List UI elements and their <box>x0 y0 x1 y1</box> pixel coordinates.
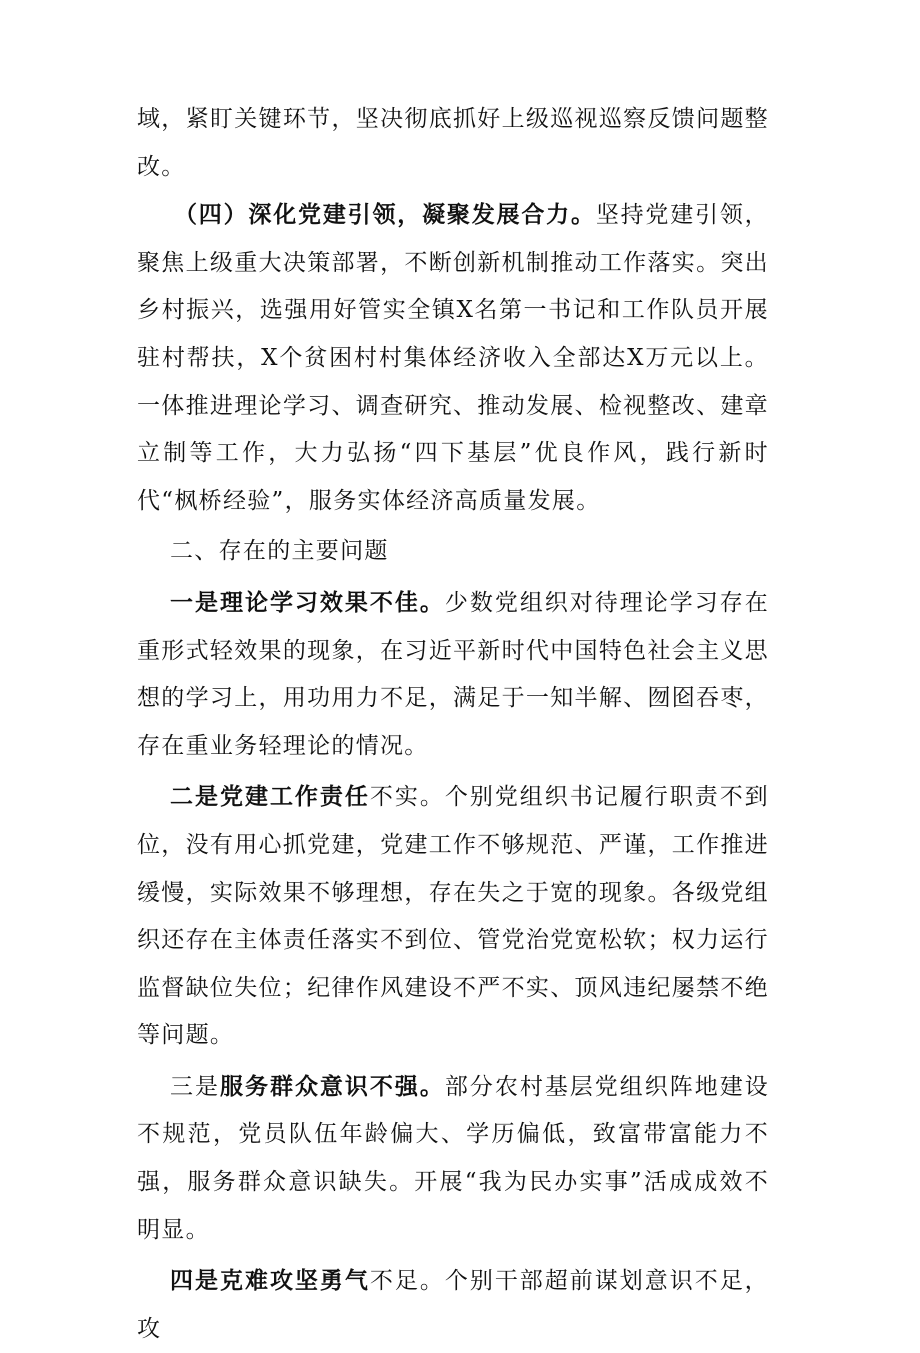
paragraph-bold-lead: 服务群众意识不强。 <box>219 1072 445 1100</box>
paragraph-problem-three <box>137 1063 769 1254</box>
paragraph-problem-four <box>137 1257 769 1353</box>
paragraph-bold-lead: （四）深化党建引领，凝聚发展合力。 <box>174 201 596 229</box>
paragraph-text: 不足。个别干部超前谋划意识不足，攻 <box>137 1268 769 1342</box>
paragraph-prefix: 三是 <box>170 1073 220 1100</box>
paragraph-text: 域，紧盯关键环节，坚决彻底抓好上级巡视巡察反馈问题整改。 <box>137 106 769 180</box>
section-heading-main-problems <box>137 528 769 576</box>
paragraph-text: 部分农村基层党组织阵地建设不规范，党员队伍年龄偏大、学历偏低，致富带富能力不强，服务群众意识缺失。开展“我为民办实事”活成成效不明显。 <box>137 1073 770 1243</box>
document-body <box>137 96 769 1353</box>
paragraph-problem-two <box>137 773 769 1060</box>
paragraph-text: 坚持党建引领，聚焦上级重大决策部署，不断创新机制推动工作落实。突出乡村振兴，选强用好管实全镇X名第一书记和工作队员开展驻村帮扶，X个贫困村村集体经济收入全部达X万元以上。一体推进理论学习、调查研究、推动发展、检视整改、建章立制等工作，大力弘扬“四下基层”优良作风，践行新时代“枫桥经验”，服务实体经济高质量发展。 <box>137 202 769 514</box>
paragraph-text: 不实。个别党组织书记履行职责不到位，没有用心抓党建，党建工作不够规范、严谨，工作推进缓慢，实际效果不够理想，存在失之于宽的现象。各级党组织还存在主体责任落实不到位、管党治党宽松软；权力运行监督缺位失位；纪律作风建设不严不实、顶风违纪屡禁不绝等问题。 <box>137 784 769 1049</box>
paragraph-bold-lead: 四是克难攻坚勇气 <box>170 1267 370 1295</box>
paragraph-bold-lead: 二是党建工作责任 <box>170 783 370 811</box>
paragraph-problem-one <box>137 579 769 770</box>
heading-text: 二、存在的主要问题 <box>170 538 389 565</box>
paragraph-bold-lead: 一是理论学习效果不佳。 <box>170 588 445 616</box>
paragraph-text: 少数党组织对待理论学习存在重形式轻效果的现象，在习近平新时代中国特色社会主义思想的学习上，用功用力不足，满足于一知半解、囫囵吞枣，存在重业务轻理论的情况。 <box>137 589 769 759</box>
paragraph-continuation <box>137 96 769 191</box>
paragraph-section-four <box>137 191 769 525</box>
